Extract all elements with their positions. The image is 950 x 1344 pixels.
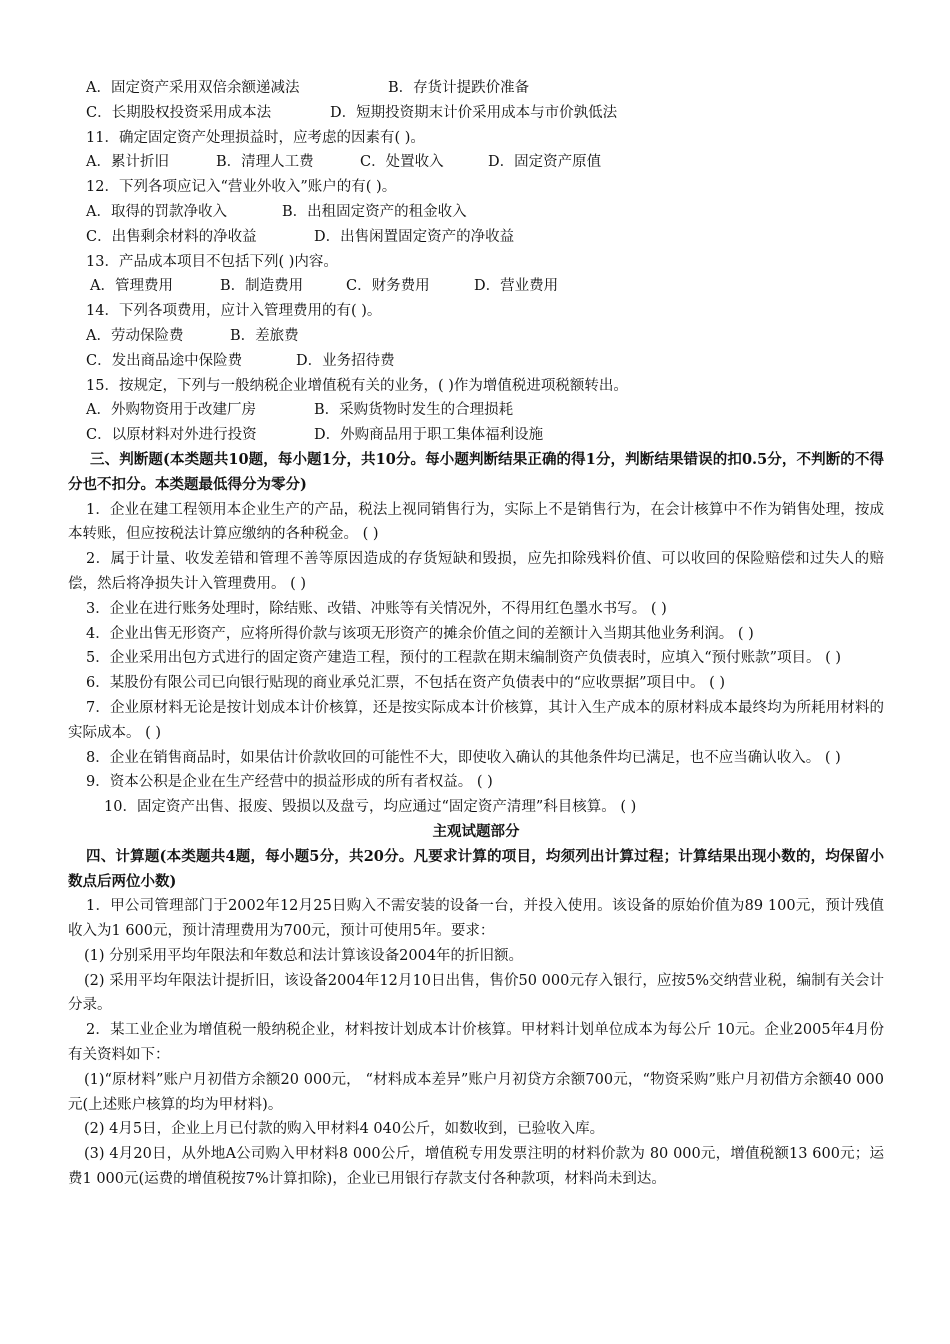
- q12-options-row2: [68, 225, 884, 250]
- q11-option-b: B．清理人工费: [216, 154, 314, 171]
- judge-item: 7．企业原材料无论是按计划成本计价核算，还是按实际成本计价核算，其计入生产成本的原材料成本最终均为所耗用材料的实际成本。 ( ): [68, 699, 884, 741]
- q15-option-a: A．外购物资用于改建厂房: [86, 402, 256, 419]
- q12-option-d: D．出售闲置固定资产的净收益: [314, 228, 515, 245]
- q14-option-a: A．劳动保险费: [86, 327, 184, 344]
- q12-options-row1: [68, 200, 884, 225]
- q13-stem: 13．产品成本项目不包括下列( )内容。: [86, 253, 338, 270]
- q13-option-c: C．财务费用: [346, 278, 430, 295]
- calc-problem-2-part-2: (2) 4月5日，企业上月已付款的购入甲材料4 040公斤，如数收到，已验收入库。: [84, 1121, 605, 1138]
- q10-options-row1: [68, 76, 884, 101]
- calc-problem-2-part-3: (3) 4月20日，从外地A公司购入甲材料8 000公斤，增值税专用发票注明的材料价款为 80 000元，增值税额13 600元；运费1 000元(运费的增值税按7%计算扣除)，企业已用银行存款支付各种款项，材料尚未到达。: [68, 1146, 884, 1188]
- q15-options-row1: [68, 398, 884, 423]
- q13-option-b: B．制造费用: [220, 278, 304, 295]
- q11-option-d: D．固定资产原值: [488, 154, 602, 171]
- q10-option-a: A．固定资产采用双倍余额递减法: [86, 80, 300, 96]
- q15-option-d: D．外购商品用于职工集体福利设施: [314, 427, 544, 444]
- q14-stem: 14．下列各项费用，应计入管理费用的有( )。: [86, 303, 382, 320]
- q10-option-c: C．长期股权投资采用成本法: [86, 104, 272, 121]
- q14-option-b: B．差旅费: [230, 327, 299, 344]
- judge-item: 9．资本公积是企业在生产经营中的损益形成的所有者权益。 ( ): [86, 774, 493, 791]
- calc-problem-1: 1．甲公司管理部门于2002年12月25日购入不需安装的设备一台，并投入使用。该设备的原始价值为89 100元，预计残值收入为1 600元，预计清理费用为700元，预计可使用5年。要求：: [68, 898, 884, 940]
- q15-option-b: B．采购货物时发生的合理损耗: [314, 402, 514, 419]
- q14-options-row1: [68, 324, 884, 349]
- q15-option-c: C．以原材料对外进行投资: [86, 427, 257, 444]
- judge-item: 4．企业出售无形资产，应将所得价款与该项无形资产的摊余价值之间的差额计入当期其他业务利润。 ( ): [86, 625, 754, 642]
- q14-option-d: D．业务招待费: [296, 352, 395, 369]
- judge-item: 5．企业采用出包方式进行的固定资产建造工程，预付的工程款在期末编制资产负债表时，应填入“预付账款”项目。 ( ): [86, 650, 842, 667]
- q12-option-c: C．出售剩余材料的净收益: [86, 228, 257, 245]
- q15-stem: 15．按规定，下列与一般纳税企业增值税有关的业务，( )作为增值税进项税额转出。: [86, 377, 628, 394]
- q14-option-c: C．发出商品途中保险费: [86, 352, 243, 369]
- calc-problem-1-part-1: (1) 分别采用平均年限法和年数总和法计算该设备2004年的折旧额。: [84, 947, 524, 964]
- q11-option-c: C．处置收入: [360, 154, 444, 171]
- calc-section-heading: 四、计算题(本类题共4题，每小题5分，共20分。凡要求计算的项目，均须列出计算过程；计算结果出现小数的，均保留小数点后两位小数): [68, 847, 884, 890]
- calc-problem-2: 2．某工业企业为增值税一般纳税企业，材料按计划成本计价核算。甲材料计划单位成本为每公斤 10元。企业2005年4月份有关资料如下：: [68, 1022, 884, 1064]
- judge-item: 8．企业在销售商品时，如果估计价款收回的可能性不大，即使收入确认的其他条件均已满足，也不应当确认收入。 ( ): [86, 749, 841, 766]
- judge-item: 10．固定资产出售、报废、毁损以及盘亏，均应通过“固定资产清理”科目核算。 ( ): [104, 799, 637, 816]
- q15-options-row2: [68, 423, 884, 448]
- q12-option-b: B．出租固定资产的租金收入: [282, 203, 467, 220]
- q13-options: [68, 274, 884, 299]
- q12-option-a: A．取得的罚款净收入: [86, 203, 227, 220]
- q11-options: [68, 150, 884, 175]
- q10-option-d: D．短期投资期末计价采用成本与市价孰低法: [330, 104, 618, 121]
- q10-option-b: B．存货计提跌价准备: [388, 80, 530, 96]
- q13-option-d: D．营业费用: [474, 278, 559, 295]
- judge-item: 3．企业在进行账务处理时，除结账、改错、冲账等有关情况外，不得用红色墨水书写。 ( ): [86, 600, 667, 617]
- q14-options-row2: [68, 349, 884, 374]
- q11-option-a: A．累计折旧: [86, 154, 169, 171]
- calc-problem-1-part-2: (2) 采用平均年限法计提折旧，该设备2004年12月10日出售，售价50 000元存入银行，应按5%交纳营业税，编制有关会计分录。: [68, 972, 884, 1014]
- judge-item: 2．属于计量、收发差错和管理不善等原因造成的存货短缺和毁损，应先扣除残料价值、可以收回的保险赔偿和过失人的赔偿，然后将净损失计入管理费用。 ( ): [68, 551, 884, 592]
- subjective-section-title: 主观试题部分: [432, 822, 520, 840]
- q13-option-a: A．管理费用: [90, 278, 173, 295]
- judge-item: 6．某股份有限公司已向银行贴现的商业承兑汇票，不包括在资产负债表中的“应收票据”项目中。 ( ): [86, 675, 726, 692]
- judge-item: 1．企业在建工程领用本企业生产的产品，税法上视同销售行为，实际上不是销售行为，在会计核算中不作为销售处理，按成本转账，但应按税法计算应缴纳的各种税金。 ( ): [68, 501, 884, 543]
- q11-stem: 11．确定固定资产处理损益时，应考虑的因素有( )。: [86, 129, 425, 146]
- q12-stem: 12．下列各项应记入“营业外收入”账户的有( )。: [86, 179, 397, 196]
- calc-problem-2-part-1: (1)“原材料”账户月初借方余额20 000元， “材料成本差异”账户月初贷方余额700元，“物资采购”账户月初借方余额40 000元(上述账户核算的均为甲材料)。: [68, 1071, 884, 1113]
- judge-section-heading: 三、判断题(本类题共10题，每小题1分，共10分。每小题判断结果正确的得1分，判断结果错误的扣0.5分，不判断的不得分也不扣分。本类题最低得分为零分): [68, 450, 884, 493]
- q10-options-row2: [68, 101, 884, 126]
